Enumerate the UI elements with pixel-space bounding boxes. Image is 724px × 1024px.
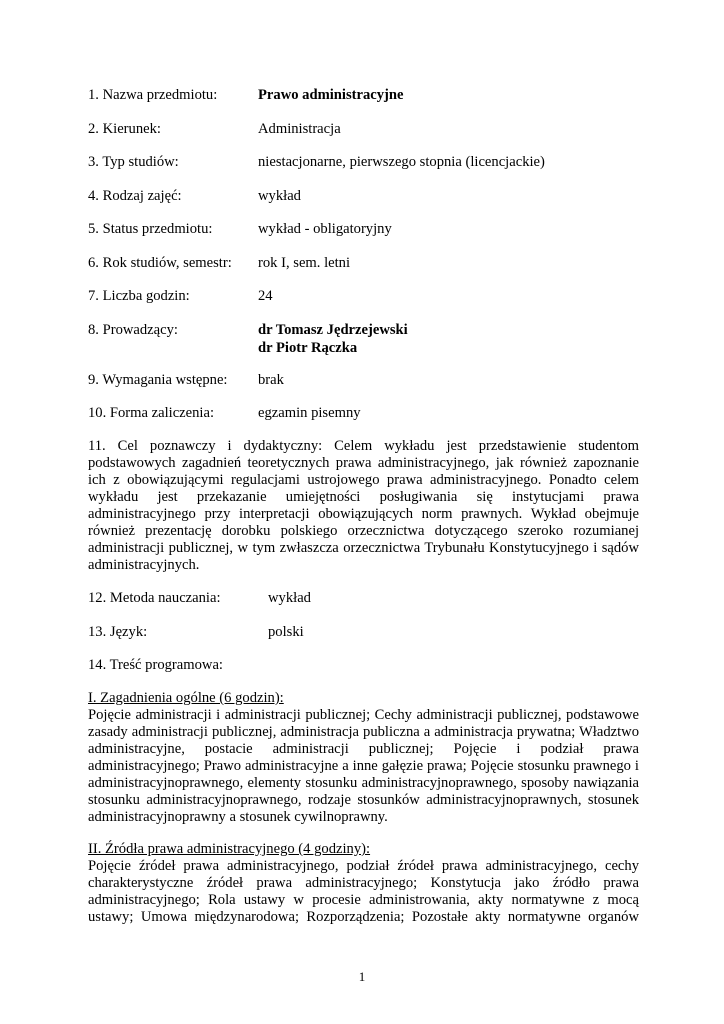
field-value: wykład [268,590,311,606]
section-heading-general: I. Zagadnienia ogólne (6 godzin): [88,690,284,706]
paragraph-line: zasady administracji publicznej, administracja publiczna a administracja prywatna; Władztwo [88,724,639,740]
paragraph-line: administracyjnoprawny a stosunek cywilnoprawny. [88,809,388,825]
field-label: 14. Treść programowa: [88,657,223,673]
paragraph-line: również prezentację dorobku polskiego orzecznictwa dotyczącego szeroko rozumianej [88,523,639,539]
paragraph-line: charakterystyczne źródeł prawa administracyjnego; Konstytucja jako źródło prawa [88,875,639,891]
section-body-sources [88,858,639,926]
paragraph-line: administracyjnego; Rola ustawy w procesie administrowania, akty normatywne z mocą [88,892,639,908]
field-value: egzamin pisemny [258,405,361,421]
paragraph-line: administracyjnego przy interpretacji obowiązujących norm prawnych. Wykład obejmuje [88,506,639,522]
paragraph-line: Pojęcie administracji i administracji publicznej; Cechy administracji publicznej, podstawowe [88,707,639,723]
field-value: wykład - obligatoryjny [258,221,392,237]
paragraph-line: administracyjnego; Prawo administracyjne a inne gałęzie prawa; Pojęcie stosunku prawnego i [88,758,639,774]
section-body-general [88,707,639,826]
paragraph-line: stosunku administracyjnoprawnego, rodzaje stosunków administracyjnoprawnych, stosunek [88,792,639,808]
field-value: dr Tomasz Jędrzejewski [258,322,408,338]
section-heading-sources: II. Źródła prawa administracyjnego (4 godziny): [88,841,371,857]
field-label: 6. Rok studiów, semestr: [88,255,232,271]
field-value: niestacjonarne, pierwszego stopnia (licencjackie) [258,154,545,170]
field-value: Administracja [258,121,341,137]
field-value: rok I, sem. letni [258,255,351,271]
field-label: 10. Forma zaliczenia: [88,405,215,421]
field-value: wykład [258,188,301,204]
field-label: 3. Typ studiów: [88,154,179,170]
paragraph-line: administracyjne, postacie administracji publicznej; Pojęcie i podział prawa [88,741,639,757]
field-label: 9. Wymagania wstępne: [88,372,228,388]
field-label: 12. Metoda nauczania: [88,590,221,606]
paragraph-line: administracyjnych. [88,557,200,573]
paragraph-line: ustawy; Umowa międzynarodowa; Rozporządzenia; Pozostałe akty normatywne organów [88,909,639,925]
field-lecturers [88,322,648,358]
paragraph-line: wykładu jest przekazanie umiejętności posługiwania się instytucjami prawa [88,489,639,505]
paragraph-line: podstawowych zagadnień teoretycznych prawa administracyjnego, jak również zapoznanie [88,455,639,471]
goal-paragraph [88,438,639,574]
field-label: 8. Prowadzący: [88,322,178,338]
field-value: polski [268,624,304,640]
paragraph-line: 11. Cel poznawczy i dydaktyczny: Celem wykładu jest przedstawienie studentom [88,438,639,454]
field-value: Prawo administracyjne [258,87,404,103]
field-label: 7. Liczba godzin: [88,288,190,304]
paragraph-line: Pojęcie źródeł prawa administracyjnego, podział źródeł prawa administracyjnego, cechy [88,858,639,874]
field-value: brak [258,372,284,388]
page-number: 1 [358,969,366,984]
field-label: 13. Język: [88,624,148,640]
field-label: 4. Rodzaj zajęć: [88,188,182,204]
field-label: 1. Nazwa przedmiotu: [88,87,218,103]
field-value-second: dr Piotr Rączka [258,340,358,356]
field-label: 5. Status przedmiotu: [88,221,213,237]
field-label: 2. Kierunek: [88,121,161,137]
paragraph-line: ich z obowiązującymi regulacjami ustrojowego prawa administracyjnego. Ponadto celem [88,472,639,488]
paragraph-line: administracji publicznej, w tym zwłaszcza orzecznictwa Trybunału Konstytucyjnego i sądów [88,540,639,556]
field-value: 24 [258,288,273,304]
paragraph-line: administracyjnoprawnego, elementy stosunku administracyjnoprawnego, sposoby nawiązania [88,775,639,791]
